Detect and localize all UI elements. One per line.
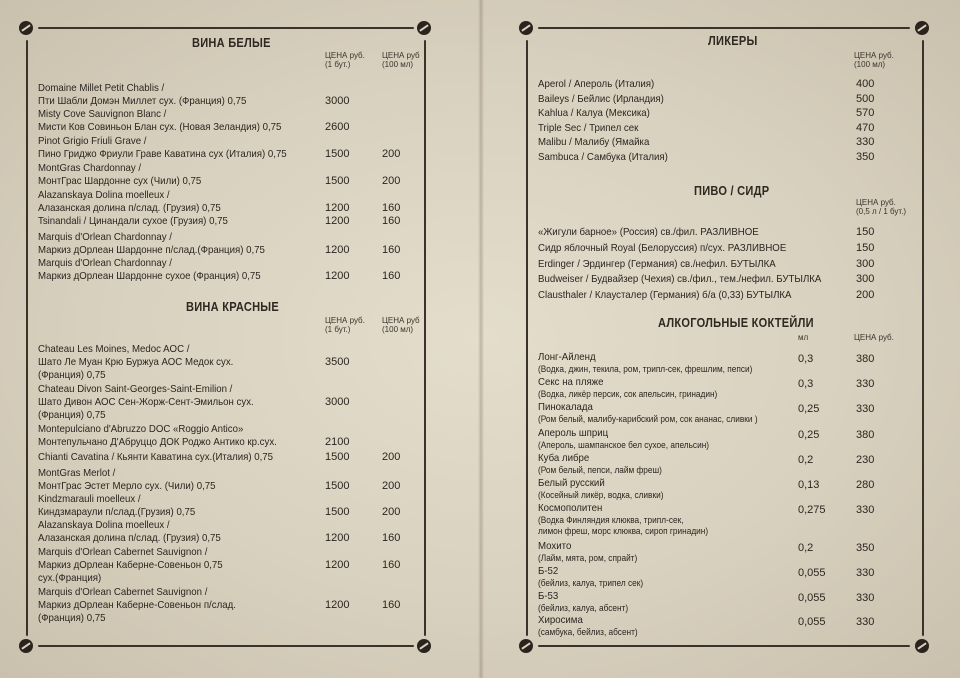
cocktail-price: 350 [856, 542, 875, 554]
price-bottle: 2600 [325, 121, 350, 133]
wine-name [38, 108, 281, 134]
cocktail-name [538, 427, 709, 451]
wine-name-line: Marquis d'Orlean Cabernet Sauvignon / [38, 586, 208, 598]
cocktail-price: 330 [856, 504, 875, 516]
column-header-bottle: ЦЕНА руб. (1 бут.) [325, 316, 365, 334]
cocktail-ingredients: (Ром белый, малибу-карибский ром, сок ананас, сливки ) [538, 414, 758, 424]
cocktail-volume: 0,055 [798, 616, 826, 628]
left-border [26, 40, 28, 636]
section-title-red-wines: ВИНА КРАСНЫЕ [186, 299, 280, 314]
cocktail-title: Апероль шприц [538, 427, 609, 439]
item-name: Baileys / Бейлис (Ирландия) [538, 92, 664, 105]
wine-name-line: Монтепульчано Д'Абруццо ДОК Роджо Антико кр.сух. [38, 436, 277, 448]
wine-name [38, 257, 261, 283]
item-price: 300 [856, 257, 875, 270]
wine-name-line: Пти Шабли Домэн Миллет сух. (Франция) 0,75 [38, 95, 247, 107]
price-100ml: 160 [382, 532, 401, 544]
cocktail-name [538, 351, 752, 375]
wine-name-line: Маркиз дОрлеан Шардонне сухое (Франция) 0,75 [38, 270, 261, 282]
item-price: 400 [856, 78, 875, 90]
price-100ml: 160 [382, 270, 401, 282]
cocktail-price: 330 [856, 403, 875, 415]
item-name: Malibu / Малибу (Ямайка [538, 136, 650, 149]
wine-name-line: Мисти Ков Совиньон Блан сух. (Новая Зеландия) 0,75 [38, 121, 282, 133]
section-title-white-wines: ВИНА БЕЛЫЕ [192, 35, 271, 50]
item-price: 570 [856, 107, 875, 120]
price-100ml: 200 [382, 175, 401, 187]
wine-name-line: Шато Дивон АОС Сен-Жорж-Сент-Эмильон сух. [38, 396, 254, 408]
wine-name-line: Маркиз дОрлеан Каберне-Совеньон п/слад. [38, 599, 236, 611]
wine-name-line: Domaine Millet Petit Chablis / [38, 82, 165, 94]
cocktail-title: Космополитен [538, 502, 603, 514]
cocktail-volume: 0,3 [798, 378, 814, 390]
item-price: 500 [856, 92, 875, 105]
wine-name-line: Alazanskaya Dolina moelleux / [38, 189, 170, 201]
wine-name-line: Chianti Cavatina / Кьянти Каватина сух.(Италия) 0,75 [38, 451, 274, 463]
cocktail-name [538, 590, 628, 614]
column-header-price: ЦЕНА руб. [854, 333, 894, 342]
wine-name-line: Montepulciano d'Abruzzo DOC «Roggio Antico» [38, 423, 244, 435]
column-header-100ml: ЦЕНА руб. (100 мл) [854, 51, 894, 69]
cocktail-title: Пинокалада [538, 401, 593, 413]
top-border [538, 27, 910, 29]
cocktail-ingredients: (Апероль, шампанское бел сухое, апельсин) [538, 440, 710, 450]
item-price: 300 [856, 273, 875, 286]
wine-name [38, 519, 221, 545]
section-title-cocktails: АЛКОГОЛЬНЫЕ КОКТЕЙЛИ [658, 315, 814, 330]
price-bottle: 1200 [325, 599, 350, 611]
cocktail-volume: 0,3 [798, 353, 814, 365]
cocktail-name [538, 565, 643, 589]
item-price: 150 [856, 241, 875, 254]
wine-name-line: Chateau Les Moines, Medoc AOC / [38, 343, 190, 355]
cocktail-title: Куба либре [538, 452, 590, 464]
cocktail-ingredients: лимон фреш, морс клюква, сироп гринадин) [538, 526, 709, 536]
cocktail-title: Белый русский [538, 477, 605, 489]
price-100ml: 200 [382, 148, 401, 160]
item-name: Kahlua / Калуа (Мексика) [538, 107, 650, 120]
wine-name [38, 215, 228, 228]
cocktail-price: 330 [856, 567, 875, 579]
cocktail-name [538, 477, 663, 501]
right-border [424, 40, 426, 636]
wine-name [38, 343, 233, 382]
corner-ornament [19, 639, 33, 653]
bottom-border [38, 645, 414, 647]
wine-name-line: Marquis d'Orlean Cabernet Sauvignon / [38, 546, 208, 558]
corner-ornament [417, 21, 431, 35]
corner-ornament [417, 639, 431, 653]
wine-name [38, 383, 254, 422]
price-100ml: 160 [382, 599, 401, 611]
cocktail-title: Секс на пляже [538, 376, 604, 388]
column-header-100ml: ЦЕНА руб (100 мл) [382, 51, 420, 69]
cocktail-volume: 0,2 [798, 454, 814, 466]
item-price: 470 [856, 121, 875, 134]
column-header-ml: мл [798, 333, 809, 342]
cocktail-ingredients: (Водка Финляндия клюква, трипл-сек, [538, 515, 684, 525]
bottom-border [538, 645, 910, 647]
item-name: Sambuca / Самбука (Италия) [538, 151, 668, 163]
wine-name-line: Tsinandali / Цинандали сухое (Грузия) 0,75 [38, 215, 228, 227]
column-header-bottle: ЦЕНА руб. (0,5 л / 1 бут.) [856, 198, 907, 216]
top-border [38, 27, 414, 29]
wine-name-line: Маркиз дОрлеан Каберне-Совеньон 0,75 [38, 559, 223, 571]
corner-ornament [915, 639, 929, 653]
price-bottle: 1500 [325, 506, 350, 518]
wine-name-line: МонтГрас Шардонне сух (Чили) 0,75 [38, 175, 202, 187]
wine-name-line: Маркиз дОрлеан Шардонне п/слад.(Франция) 0,75 [38, 244, 265, 256]
cocktail-price: 330 [856, 616, 875, 628]
section-title-liqueurs: ЛИКЕРЫ [708, 33, 758, 48]
corner-ornament [519, 639, 533, 653]
wine-name-line: Шато Ле Муан Крю Буржуа АОС Медок сух. [38, 356, 234, 368]
cocktail-name [538, 614, 638, 638]
price-100ml: 160 [382, 244, 401, 256]
price-100ml: 160 [382, 559, 401, 571]
wine-name [38, 451, 273, 464]
cocktail-title: Лонг-Айленд [538, 351, 596, 363]
cocktail-title: Б-53 [538, 590, 559, 602]
corner-ornament [19, 21, 33, 35]
wine-name-line: MontGras Chardonnay / [38, 162, 142, 174]
item-name: Сидр яблочный Royal (Белоруссия) п/сух. РАЗЛИВНОЕ [538, 241, 787, 254]
wine-name-line: (Франция) 0,75 [38, 612, 106, 624]
item-name: Clausthaler / Клаусталер (Германия) б/а (0,33) БУТЫЛКА [538, 289, 792, 302]
cocktail-name [538, 452, 662, 476]
cocktail-name [538, 376, 717, 400]
cocktail-volume: 0,13 [798, 479, 820, 491]
price-bottle: 1200 [325, 215, 350, 227]
wine-name-line: MontGras Merlot / [38, 467, 116, 479]
item-name: Aperol / Апероль (Италия) [538, 78, 655, 90]
wine-name-line: Marquis d'Orlean Chardonnay / [38, 257, 172, 269]
price-bottle: 3000 [325, 95, 350, 107]
wine-name-line: Alazanskaya Dolina moelleux / [38, 519, 170, 531]
cocktail-volume: 0,055 [798, 592, 826, 604]
cocktail-volume: 0,25 [798, 403, 820, 415]
cocktail-price: 230 [856, 454, 875, 466]
right-page [482, 0, 960, 678]
item-price: 200 [856, 289, 875, 302]
wine-name [38, 231, 265, 257]
price-bottle: 1200 [325, 532, 350, 544]
cocktail-ingredients: (самбука, бейлиз, абсент) [538, 627, 638, 637]
cocktail-volume: 0,055 [798, 567, 826, 579]
item-price: 330 [856, 136, 875, 149]
cocktail-title: Б-52 [538, 565, 559, 577]
cocktail-price: 330 [856, 592, 875, 604]
wine-name-line: Алазанская долина п/слад. (Грузия) 0,75 [38, 532, 221, 544]
cocktail-price: 380 [856, 353, 875, 365]
cocktail-ingredients: (Водка, ликёр персик, сок апельсин, гринадин) [538, 389, 718, 399]
corner-ornament [915, 21, 929, 35]
item-price: 150 [856, 226, 875, 238]
wine-name-line: Kindzmarauli moelleux / [38, 493, 141, 505]
right-border [922, 40, 924, 636]
wine-name [38, 189, 221, 215]
price-100ml: 160 [382, 215, 401, 227]
price-100ml: 200 [382, 451, 401, 463]
item-name: «Жигули барное» (Россия) св./фил. РАЗЛИВНОЕ [538, 226, 759, 238]
price-bottle: 1200 [325, 244, 350, 256]
price-bottle: 3000 [325, 396, 350, 408]
cocktail-name [538, 401, 758, 425]
item-name: Erdinger / Эрдингер (Германия) св./нефил. БУТЫЛКА [538, 257, 776, 270]
wine-name [38, 586, 236, 625]
wine-name-line: Misty Cove Sauvignon Blanc / [38, 108, 167, 120]
wine-name-line: Pinot Grigio Friuli Grave / [38, 135, 147, 147]
price-bottle: 1200 [325, 559, 350, 571]
item-name: Triple Sec / Трипел сек [538, 121, 639, 134]
cocktail-ingredients: (Водка, джин, текила, ром, трипл-сек, фрешлим, пепси) [538, 364, 753, 374]
cocktail-name [538, 540, 637, 564]
column-header-bottle: ЦЕНА руб. (1 бут.) [325, 51, 365, 69]
column-header-100ml: ЦЕНА руб (100 мл) [382, 316, 420, 334]
wine-name-line: Пино Гриджо Фриули Граве Каватина сух (Италия) 0,75 [38, 148, 287, 160]
price-100ml: 200 [382, 480, 401, 492]
left-border [526, 40, 528, 636]
section-title-beer: ПИВО / СИДР [694, 183, 770, 198]
left-page [0, 0, 478, 678]
wine-name-line: Chateau Divon Saint-Georges-Saint-Emilion / [38, 383, 233, 395]
wine-name-line: Marquis d'Orlean Chardonnay / [38, 231, 172, 243]
price-100ml: 200 [382, 506, 401, 518]
wine-name [38, 135, 287, 161]
cocktail-volume: 0,2 [798, 542, 814, 554]
cocktail-price: 380 [856, 429, 875, 441]
cocktail-title: Хиросима [538, 614, 583, 626]
price-bottle: 1500 [325, 451, 350, 463]
cocktail-ingredients: (Ром белый, пепси, лайм фреш) [538, 465, 662, 475]
price-bottle: 1200 [325, 202, 350, 214]
cocktail-volume: 0,25 [798, 429, 820, 441]
price-bottle: 2100 [325, 436, 350, 448]
wine-name-line: (Франция) 0,75 [38, 409, 106, 421]
wine-name [38, 467, 216, 493]
cocktail-ingredients: (бейлиз, калуа, абсент) [538, 603, 629, 613]
cocktail-title: Мохито [538, 540, 572, 552]
wine-name [38, 82, 246, 108]
wine-name [38, 546, 223, 585]
price-bottle: 1200 [325, 270, 350, 282]
price-bottle: 3500 [325, 356, 350, 368]
price-bottle: 1500 [325, 480, 350, 492]
wine-name [38, 493, 195, 519]
wine-name-line: (Франция) 0,75 [38, 369, 106, 381]
wine-name-line: Киндзмараули п/слад.(Грузия) 0,75 [38, 506, 196, 518]
wine-name [38, 423, 277, 449]
cocktail-price: 280 [856, 479, 875, 491]
cocktail-volume: 0,275 [798, 504, 826, 516]
price-bottle: 1500 [325, 175, 350, 187]
item-price: 350 [856, 151, 875, 163]
wine-name-line: Алазанская долина п/слад. (Грузия) 0,75 [38, 202, 221, 214]
cocktail-price: 330 [856, 378, 875, 390]
price-100ml: 160 [382, 202, 401, 214]
price-bottle: 1500 [325, 148, 350, 160]
cocktail-name [538, 502, 708, 537]
wine-name-line: МонтГрас Эстет Мерло сух. (Чили) 0,75 [38, 480, 216, 492]
cocktail-ingredients: (бейлиз, калуа, трипел сек) [538, 578, 644, 588]
corner-ornament [519, 21, 533, 35]
wine-name-line: сух.(Франция) [38, 572, 102, 584]
cocktail-ingredients: (Косейный ликёр, водка, сливки) [538, 490, 664, 500]
item-name: Budweiser / Будвайзер (Чехия) св./фил., тем./нефил. БУТЫЛКА [538, 273, 822, 286]
wine-name [38, 162, 201, 188]
cocktail-ingredients: (Лайм, мята, ром, спрайт) [538, 553, 638, 563]
